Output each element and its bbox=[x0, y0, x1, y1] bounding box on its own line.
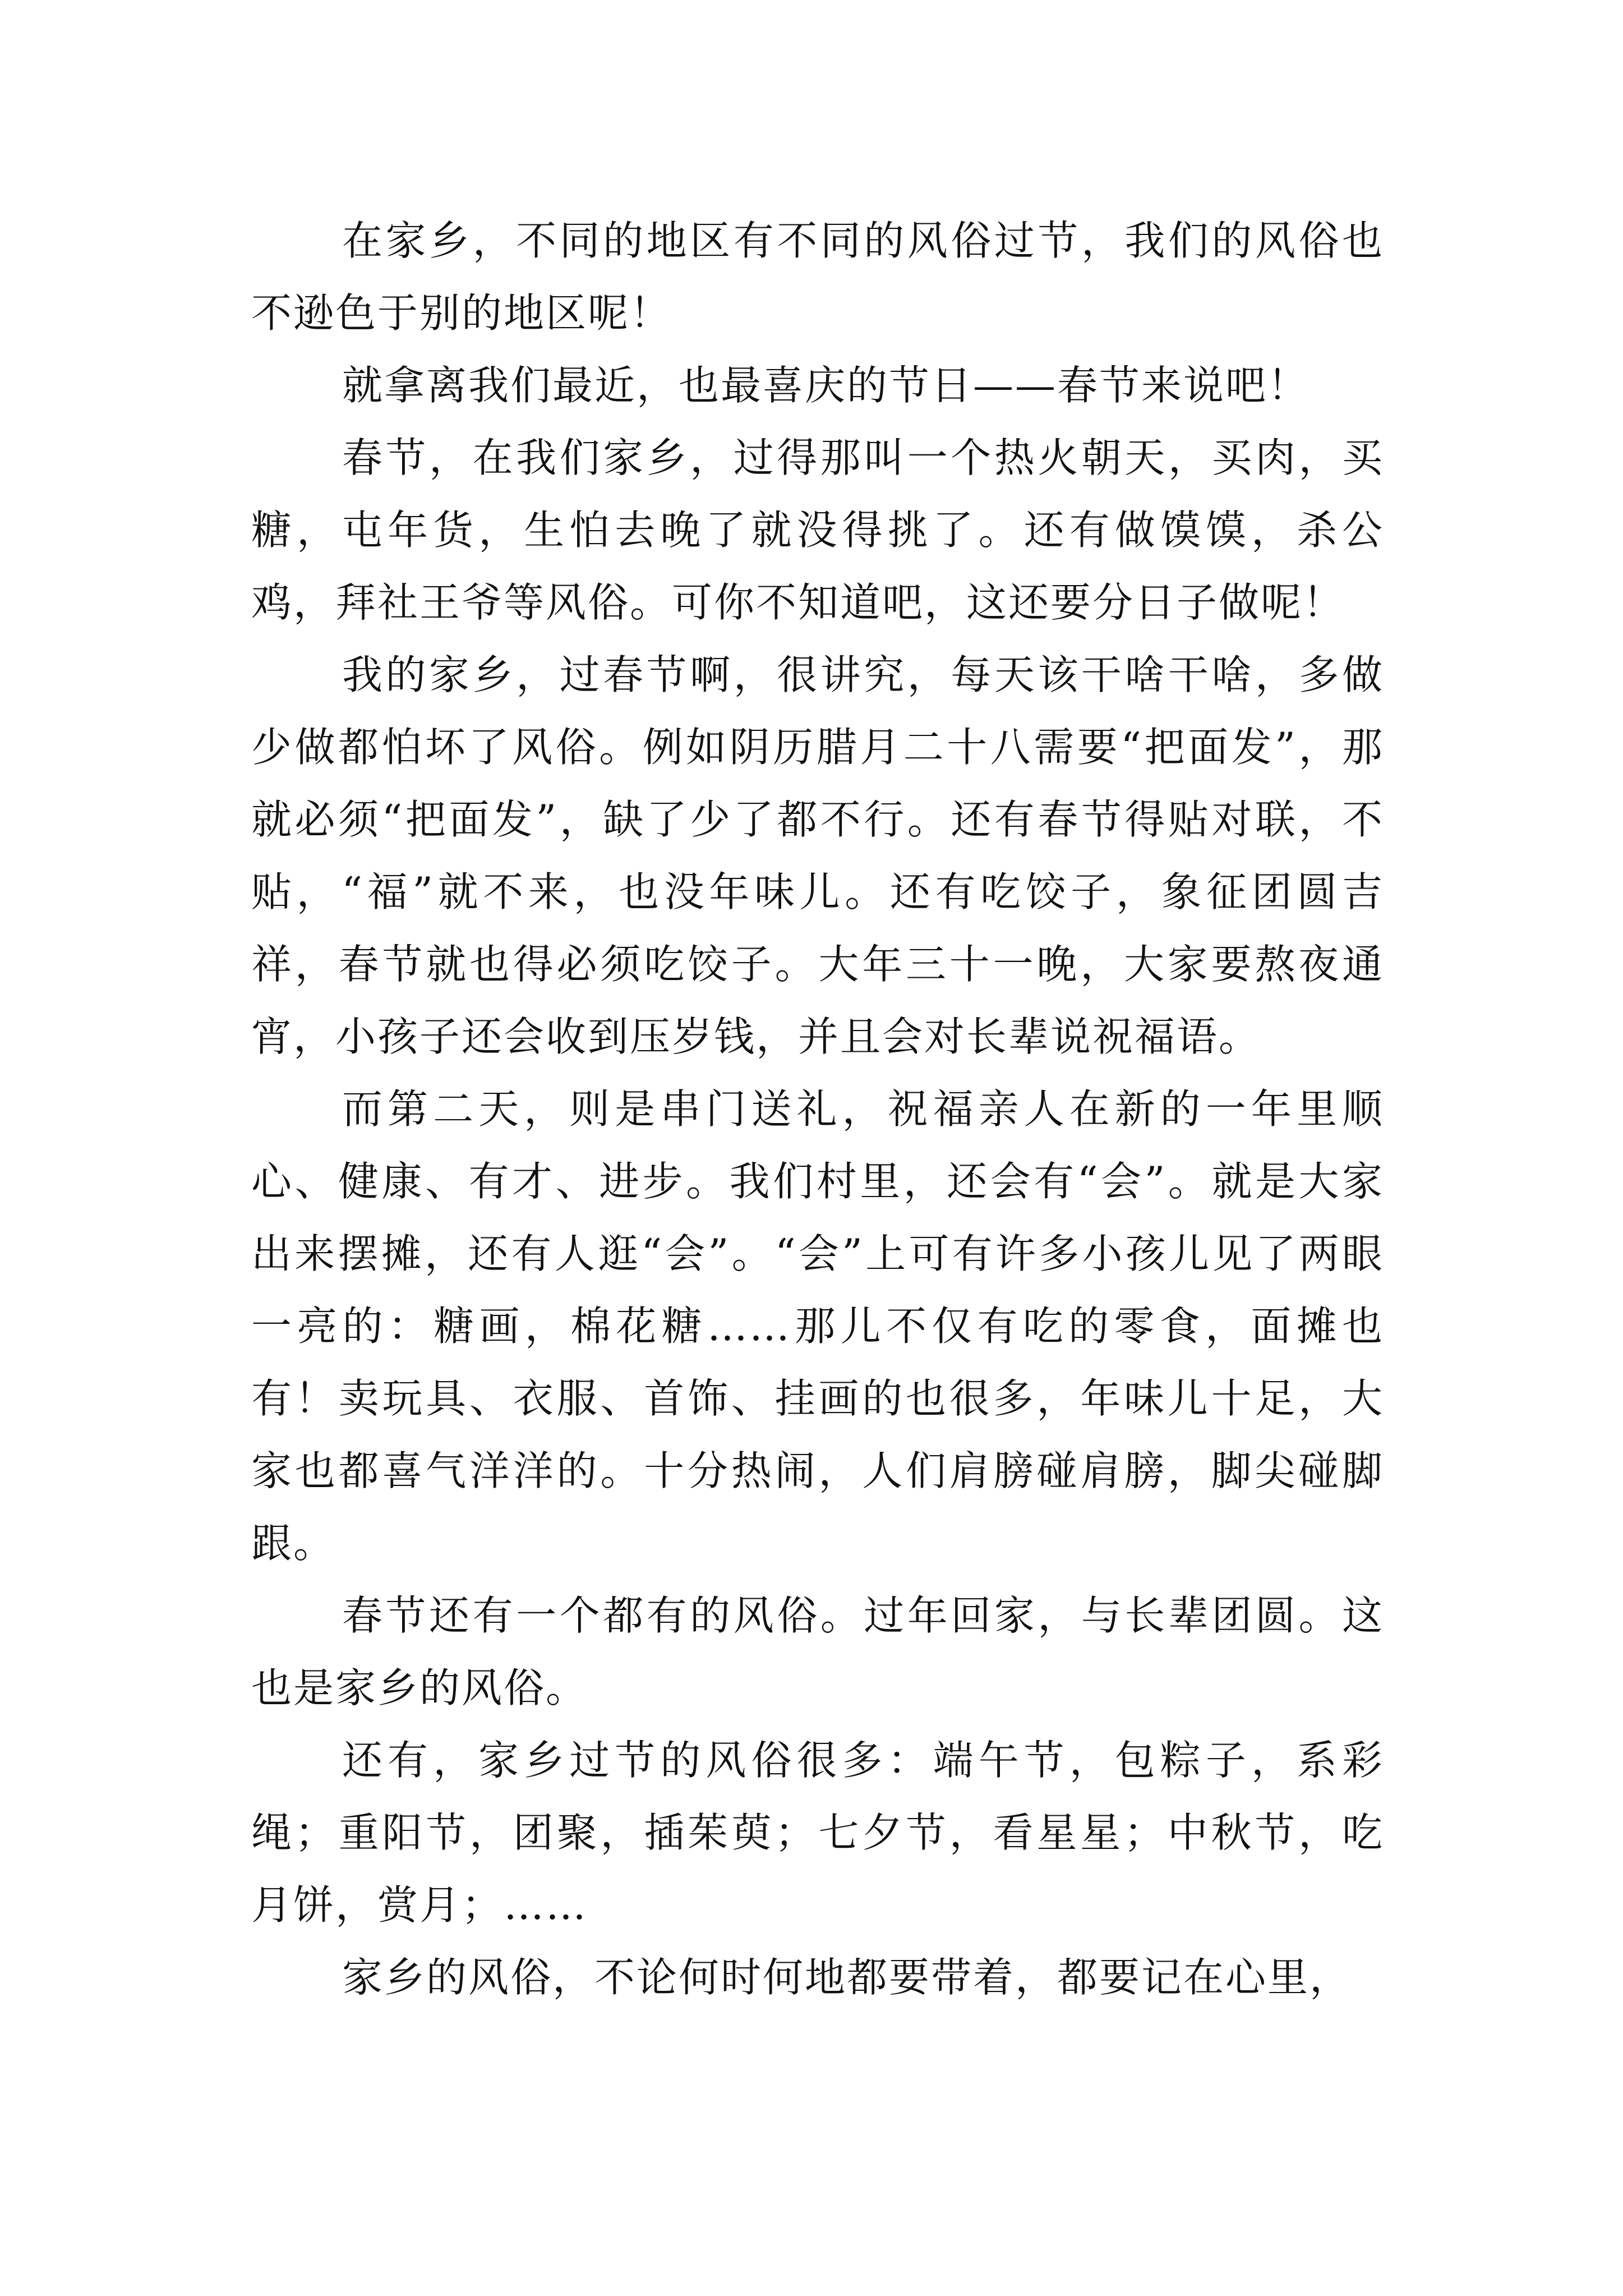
paragraph-2: 就拿离我们最近，也最喜庆的节日——春节来说吧！ bbox=[342, 362, 1310, 409]
paragraph-6: 春节还有一个都有的风俗。过年回家，与长辈团圆。这也是家乡的风俗。 bbox=[251, 1592, 1384, 1711]
paragraph-4: 我的家乡，过春节啊，很讲究，每天该干啥干啥，多做少做都怕坏了风俗。例如阴历腊月二十八需要“把面发”，那就必须“把面发”，缺了少了都不行。还有春节得贴对联，不贴，“福”就不来，也没年味儿。还有吃饺子，象征团圆吉祥，春节就也得必须吃饺子。大年三十一晚，大家要熬夜通宵，小孩子还会收到压岁钱，并且会对长辈说祝福语。 bbox=[251, 651, 1384, 1060]
paragraph-7: 还有，家乡过节的风俗很多：端午节，包粽子，系彩绳；重阳节，团聚，插茱萸；七夕节，看星星；中秋节，吃月饼，赏月；…… bbox=[251, 1737, 1384, 1929]
paragraph-1: 在家乡，不同的地区有不同的风俗过节，我们的风俗也不逊色于别的地区呢！ bbox=[251, 217, 1384, 337]
paragraph-5: 而第二天，则是串门送礼，祝福亲人在新的一年里顺心、健康、有才、进步。我们村里，还会有“会”。就是大家出来摆摊，还有人逛“会”。“会”上可有许多小孩儿见了两眼一亮的：糖画，棉花糖……那儿不仅有吃的零食，面摊也有！卖玩具、衣服、首饰、挂画的也很多，年味儿十足，大家也都喜气洋洋的。十分热闹，人们肩膀碰肩膀，脚尖碰脚跟。 bbox=[251, 1085, 1384, 1567]
paragraph-3: 春节，在我们家乡，过得那叫一个热火朝天，买肉，买糖，屯年货，生怕去晚了就没得挑了。还有做馍馍，杀公鸡，拜社王爷等风俗。可你不知道吧，这还要分日子做呢！ bbox=[251, 434, 1384, 626]
paragraph-8: 家乡的风俗，不论何时何地都要带着，都要记在心里， bbox=[342, 1954, 1352, 2001]
body-text bbox=[251, 205, 1384, 2014]
